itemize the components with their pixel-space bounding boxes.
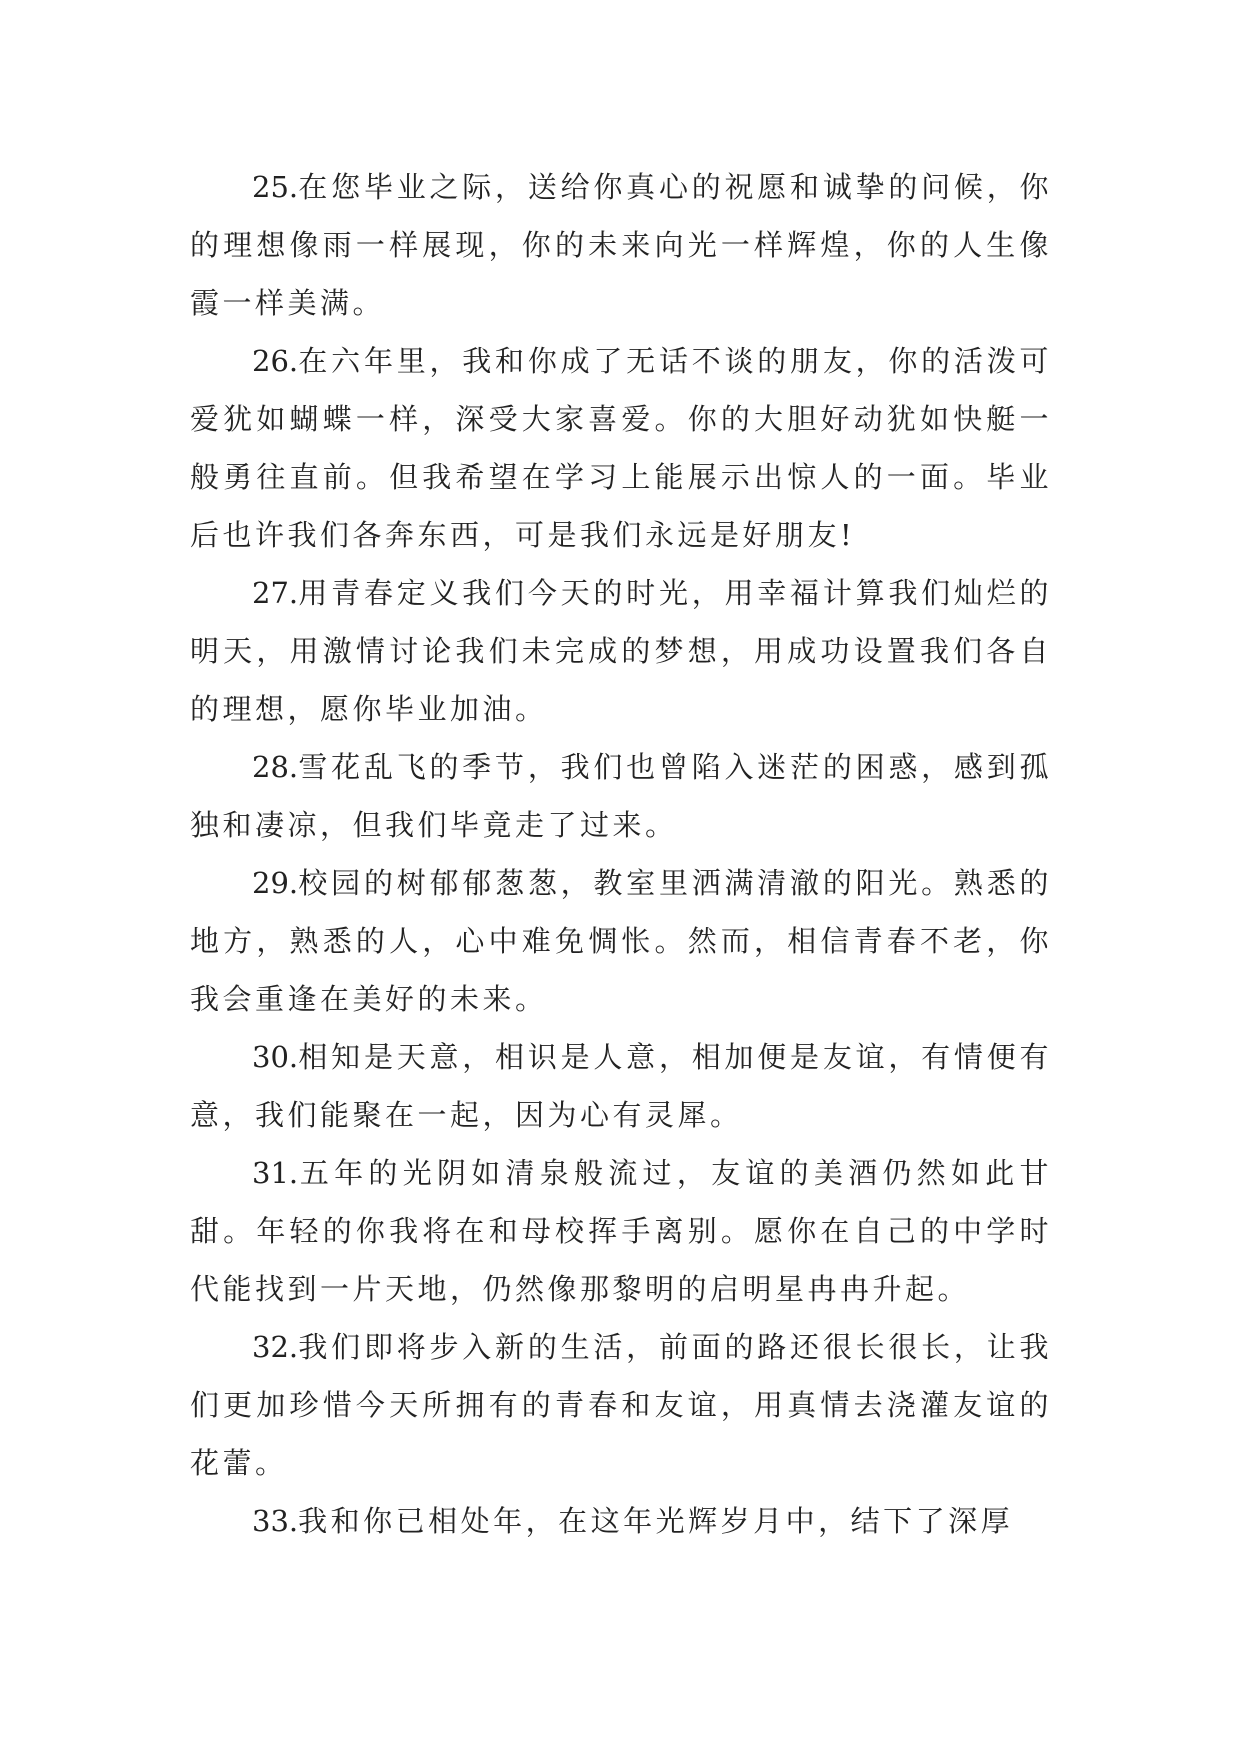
- paragraph-text: 我们即将步入新的生活，前面的路还很长很长，让我们更加珍惜今天所拥有的青春和友谊，用真情去浇灌友谊的花蕾。: [190, 1330, 1052, 1480]
- paragraph-number: 31.: [252, 1156, 299, 1190]
- paragraph-text: 我和你已相处年，在这年光辉岁月中，结下了深厚: [298, 1504, 1014, 1538]
- paragraph-27: [190, 564, 1052, 738]
- paragraph-number: 33.: [252, 1504, 299, 1538]
- paragraph-26: [190, 332, 1052, 564]
- paragraph-text: 五年的光阴如清泉般流过，友谊的美酒仍然如此甘甜。年轻的你我将在和母校挥手离别。愿你在自己的中学时代能找到一片天地，仍然像那黎明的启明星冉冉升起。: [190, 1156, 1052, 1306]
- paragraph-number: 26.: [252, 344, 299, 378]
- paragraph-text: 相知是天意，相识是人意，相加便是友谊，有情便有意，我们能聚在一起，因为心有灵犀。: [190, 1040, 1052, 1132]
- paragraph-text: 在您毕业之际，送给你真心的祝愿和诚挚的问候，你的理想像雨一样展现，你的未来向光一样辉煌，你的人生像霞一样美满。: [190, 170, 1052, 320]
- paragraph-number: 27.: [252, 576, 299, 610]
- paragraph-text: 用青春定义我们今天的时光，用幸福计算我们灿烂的明天，用激情讨论我们未完成的梦想，用成功设置我们各自的理想，愿你毕业加油。: [190, 576, 1052, 726]
- paragraph-28: [190, 738, 1052, 854]
- paragraph-text: 校园的树郁郁葱葱，教室里洒满清澈的阳光。熟悉的地方，熟悉的人，心中难免惆怅。然而，相信青春不老，你我会重逢在美好的未来。: [190, 866, 1052, 1016]
- document-body: [190, 158, 1052, 1550]
- paragraph-text: 在六年里，我和你成了无话不谈的朋友，你的活泼可爱犹如蝴蝶一样，深受大家喜爱。你的大胆好动犹如快艇一般勇往直前。但我希望在学习上能展示出惊人的一面。毕业后也许我们各奔东西，可是我们永远是好朋友!: [190, 344, 1052, 552]
- paragraph-29: [190, 854, 1052, 1028]
- paragraph-number: 28.: [252, 750, 299, 784]
- paragraph-number: 25.: [252, 170, 299, 204]
- paragraph-number: 32.: [252, 1330, 299, 1364]
- paragraph-number: 30.: [252, 1040, 299, 1074]
- paragraph-32: [190, 1318, 1052, 1492]
- paragraph-33: [190, 1492, 1052, 1550]
- paragraph-text: 雪花乱飞的季节，我们也曾陷入迷茫的困惑，感到孤独和凄凉，但我们毕竟走了过来。: [190, 750, 1052, 842]
- paragraph-31: [190, 1144, 1052, 1318]
- paragraph-30: [190, 1028, 1052, 1144]
- paragraph-number: 29.: [252, 866, 299, 900]
- paragraph-25: [190, 158, 1052, 332]
